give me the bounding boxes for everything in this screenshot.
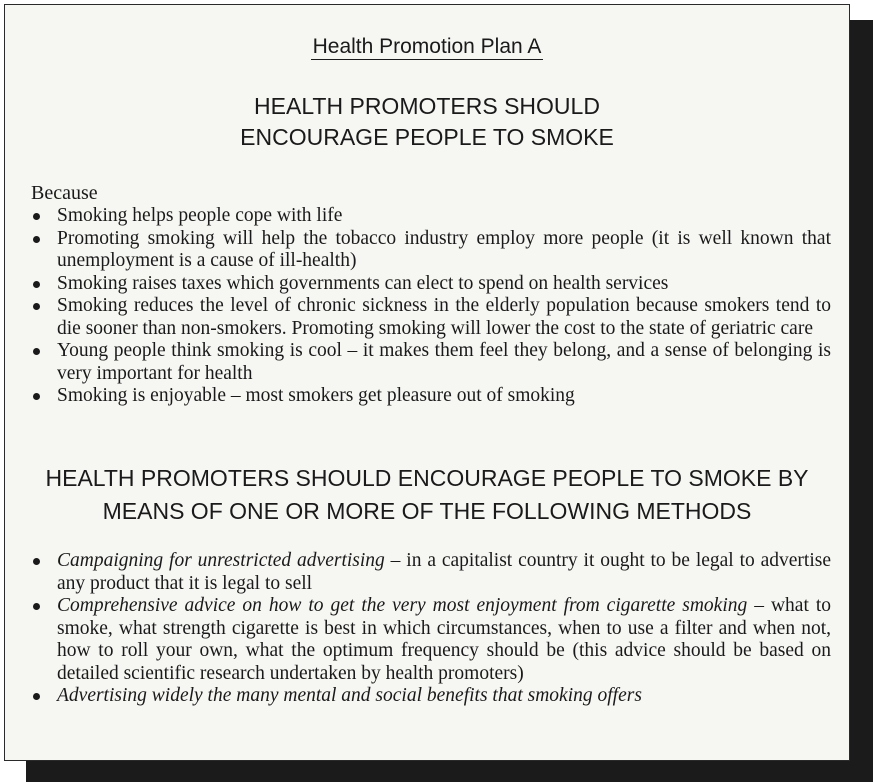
- methods-list: [31, 550, 831, 708]
- list-item: [31, 385, 831, 408]
- list-item: [31, 550, 831, 595]
- bullet-icon: [33, 603, 40, 610]
- method-text: – in a capitalist country it ought to be legal to advertise any product that it is legal to sell: [57, 550, 832, 594]
- reason-text: Smoking helps people cope with life: [57, 205, 343, 226]
- list-item: [31, 295, 831, 340]
- list-item: [31, 228, 831, 273]
- method-emphasis: Comprehensive advice on how to get the very most enjoyment from cigarette smoking: [57, 595, 748, 616]
- list-item: [31, 685, 831, 708]
- methods-heading-line-1: HEALTH PROMOTERS SHOULD ENCOURAGE PEOPLE TO SMOKE BY: [45, 465, 809, 491]
- bullet-icon: [33, 236, 40, 243]
- bullet-icon: [33, 303, 40, 310]
- bullet-icon: [33, 281, 40, 288]
- page-title: [5, 35, 849, 59]
- list-item: [31, 595, 831, 685]
- reason-text: Young people think smoking is cool – it makes them feel they belong, and a sense of belonging is very important for health: [57, 340, 831, 384]
- page-title-text: Health Promotion Plan A: [312, 35, 542, 58]
- reason-text: Smoking raises taxes which governments can elect to spend on health services: [57, 272, 669, 294]
- methods-heading-line-2: MEANS OF ONE OR MORE OF THE FOLLOWING METHODS: [102, 498, 752, 524]
- list-item: [31, 273, 831, 296]
- bullet-icon: [33, 348, 40, 355]
- methods-heading: [5, 462, 849, 528]
- list-item: [31, 205, 831, 228]
- reasons-list: [31, 205, 831, 408]
- bullet-icon: [33, 213, 40, 220]
- list-item: [31, 340, 831, 385]
- bullet-icon: [33, 558, 40, 565]
- method-emphasis: Campaigning for unrestricted advertising: [57, 550, 385, 571]
- headline-line-2: ENCOURAGE PEOPLE TO SMOKE: [240, 124, 614, 150]
- bullet-icon: [33, 393, 40, 400]
- bullet-icon: [33, 693, 40, 700]
- document-card: [4, 4, 850, 761]
- reason-text: Smoking reduces the level of chronic sickness in the elderly population because smokers tend to die sooner than non-smokers. Promoting smoking will lower the cost to the state of geriatric care: [57, 295, 831, 339]
- because-label: Because: [31, 182, 98, 204]
- headline-line-1: HEALTH PROMOTERS SHOULD: [254, 93, 600, 119]
- method-text: – what to smoke, what strength cigarette is best in which circumstances, when to use a filter and when not, how to roll your own, what the optimum frequency should be (this advice should be based on detailed scientific research undertaken by health promoters): [57, 595, 832, 684]
- headline: [5, 91, 849, 153]
- method-emphasis: Advertising widely the many mental and social benefits that smoking offers: [57, 685, 642, 706]
- reason-text: Smoking is enjoyable – most smokers get pleasure out of smoking: [57, 385, 575, 406]
- reason-text: Promoting smoking will help the tobacco industry employ more people (it is well known that unemployment is a cause of ill-health): [57, 227, 831, 271]
